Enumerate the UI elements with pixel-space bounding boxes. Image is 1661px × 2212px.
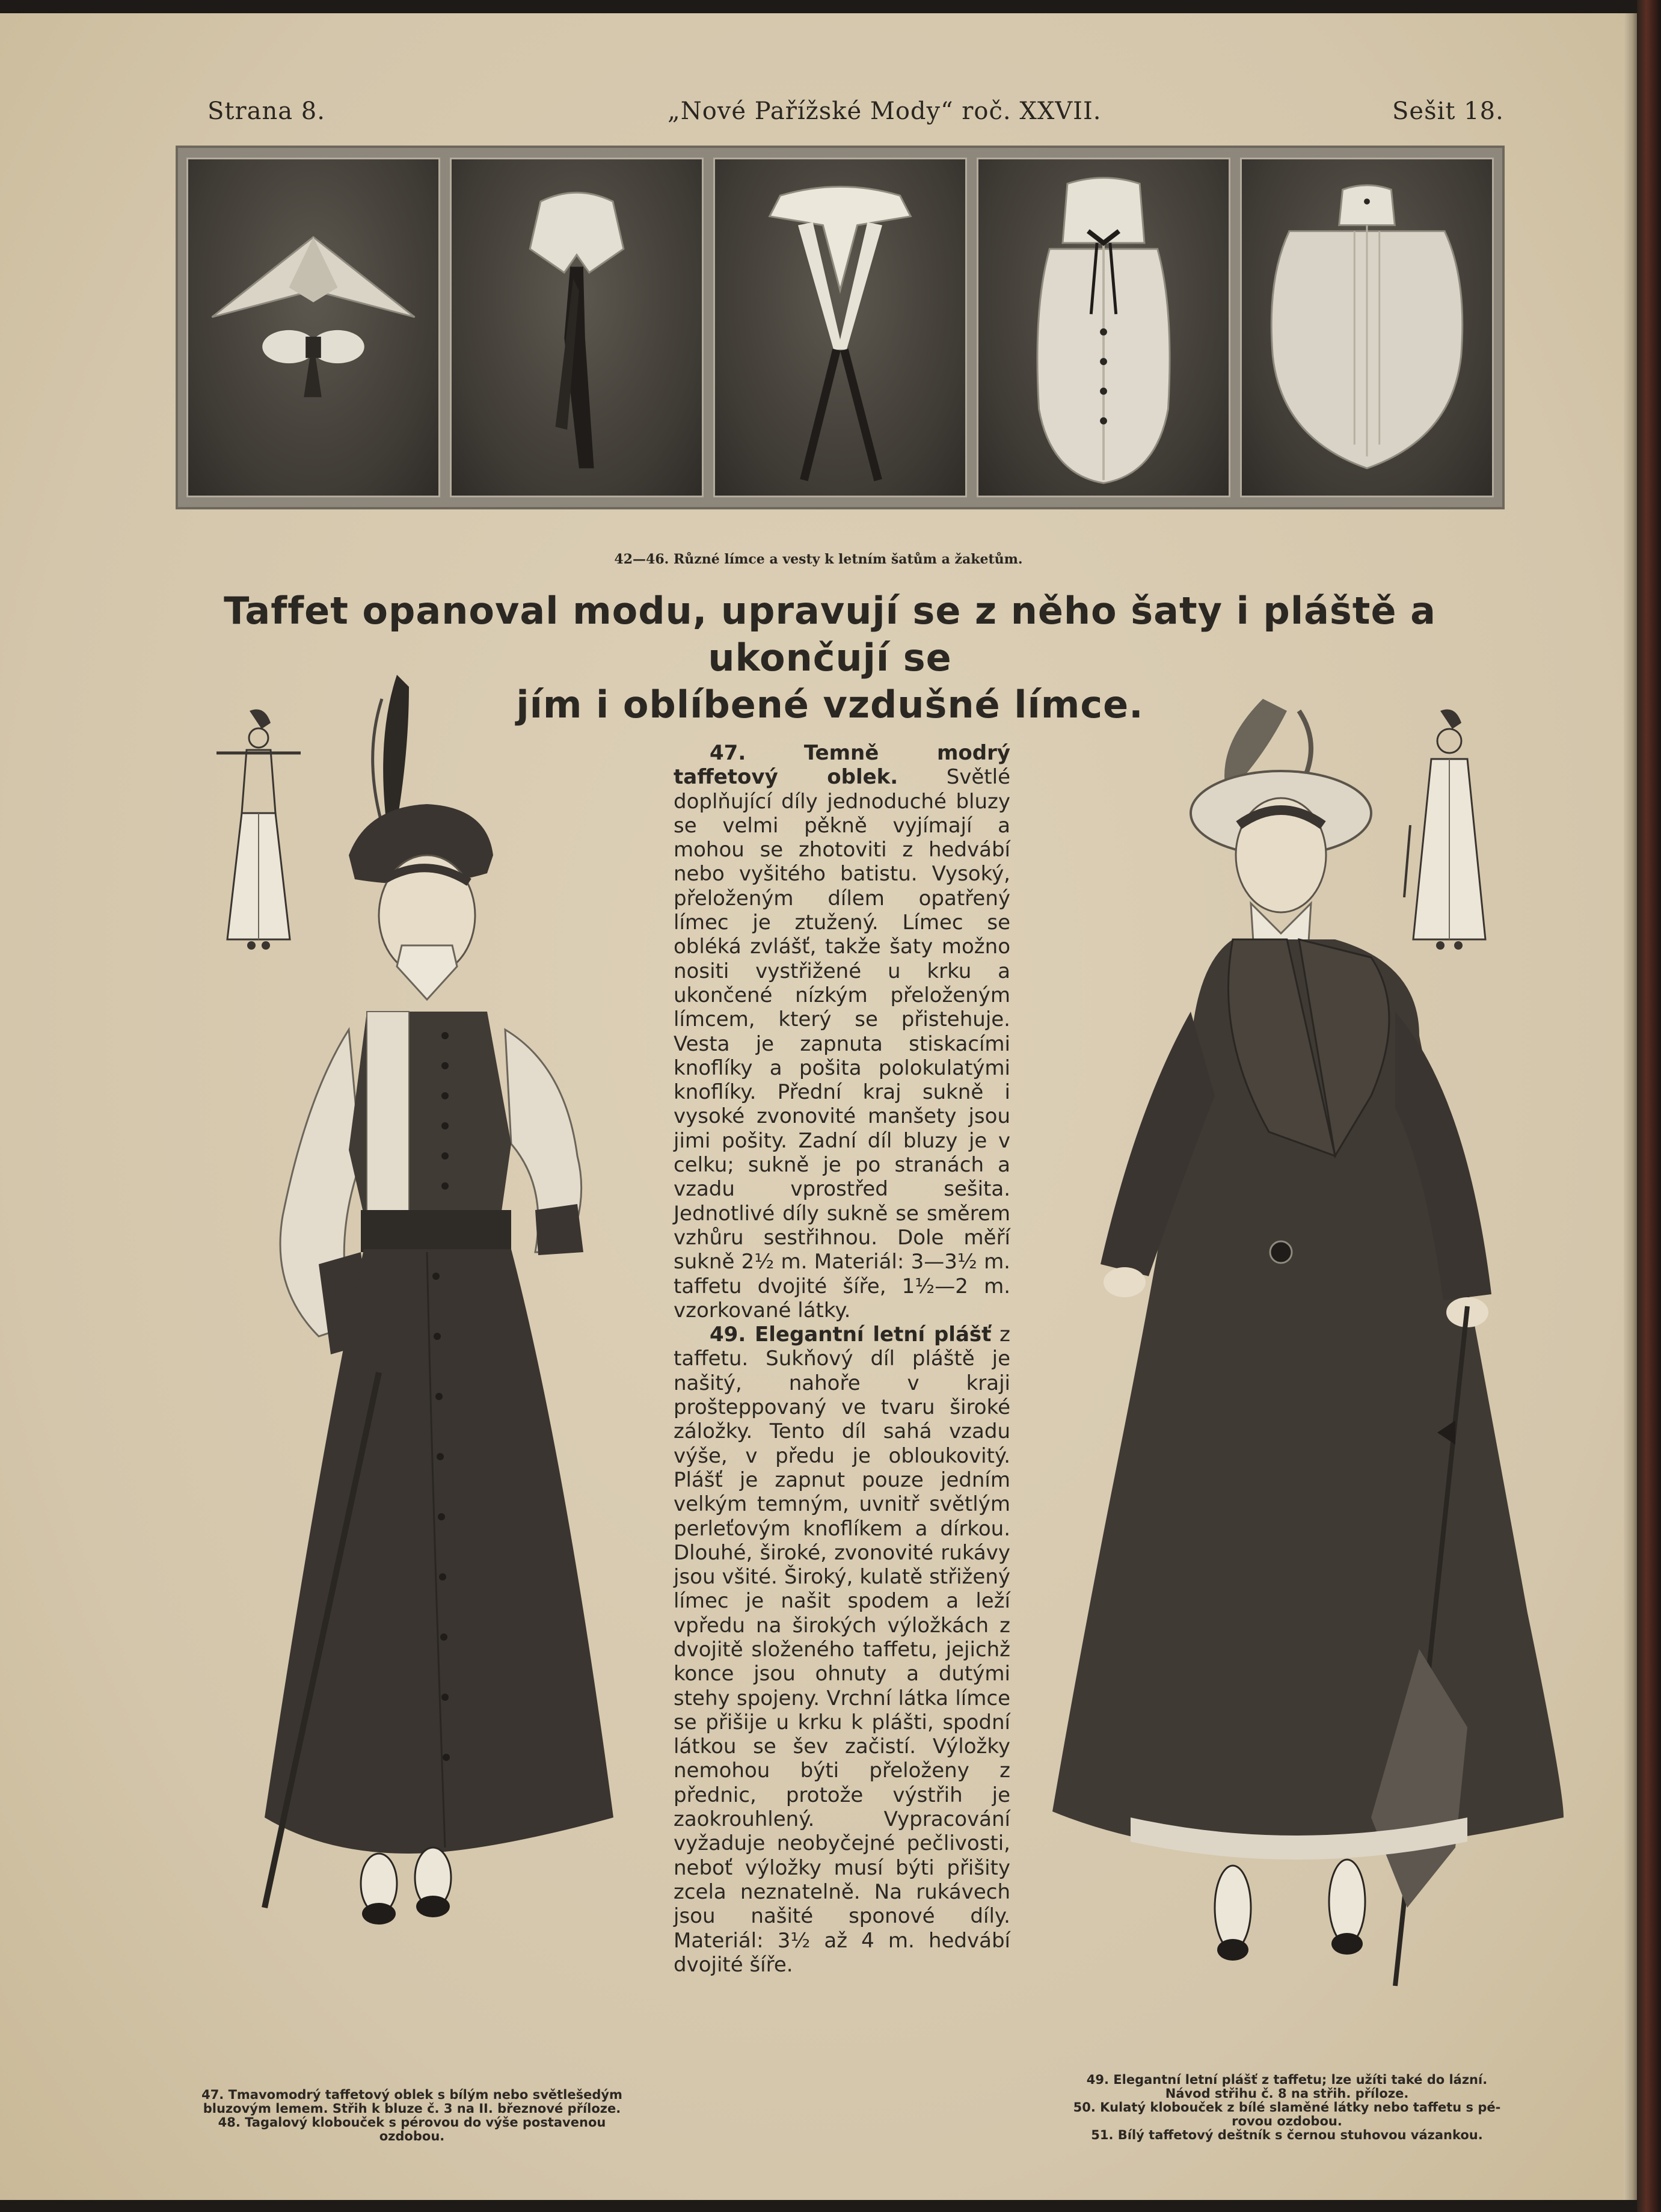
- page-number: Strana 8.: [207, 97, 325, 125]
- magazine-title: „Nové Pařížské Mody“ roč. XXVII.: [668, 97, 1102, 125]
- plain-vest-illustration: [1242, 159, 1492, 496]
- photo-collar-42: [186, 158, 440, 497]
- caption-left-line-3: 48. Tagalový klobouček s pérovou do výše postavenou: [218, 2115, 606, 2130]
- photo-vest-45: [977, 158, 1230, 497]
- caption-figures-49-51: [1052, 2073, 1521, 2142]
- caption-right-line-2: Návod střihu č. 8 na střih. příloze.: [1165, 2086, 1409, 2101]
- woman-in-taffeta-suit-illustration: [229, 675, 662, 1974]
- caption-figures-47-48: [180, 2088, 643, 2143]
- back-view-sketch-49: [1395, 705, 1503, 957]
- photo-vest-46: [1240, 158, 1494, 497]
- collar-photo-strip: [176, 146, 1505, 509]
- figure-47-dark-taffeta-suit: [229, 675, 662, 1974]
- photo-collar-43: [450, 158, 704, 497]
- back-view-coat-illustration: [1395, 705, 1503, 957]
- book-spine: [1637, 0, 1661, 2212]
- caption-right-line-1: 49. Elegantní letní plášť z taffetu; lze užíti také do lázní.: [1086, 2072, 1488, 2087]
- triangular-collar-illustration: [188, 159, 438, 496]
- caption-right-line-5: 51. Bílý taffetový deštník s černou stuhovou vázankou.: [1091, 2128, 1483, 2142]
- ruffled-vest-illustration: [978, 159, 1229, 496]
- long-lapel-collar-illustration: [715, 159, 965, 496]
- headline-line-2: jím i oblíbené vzdušné límce.: [516, 683, 1144, 727]
- collar-photos-caption: 42—46. Různé límce a vesty k letním šatům a žaketům.: [614, 551, 1023, 567]
- paragraph-49-title: 49. Elegantní letní plášť: [710, 1323, 992, 1347]
- caption-right-line-3: 50. Kulatý klobouček z bílé slaměné látky nebo taffetu s pé-: [1073, 2100, 1501, 2115]
- caption-left-line-4: ozdobou.: [379, 2129, 445, 2143]
- page-edge-shadow: [1624, 13, 1638, 2200]
- article-body: [674, 741, 1010, 1977]
- paragraph-47: [674, 741, 1010, 1323]
- issue-number: Sešit 18.: [1392, 97, 1504, 125]
- headline-line-1: Taffet opanoval modu, upravují se z něho šaty i pláště a ukončují se: [224, 589, 1436, 680]
- caption-right-line-4: rovou ozdobou.: [1232, 2114, 1342, 2128]
- paragraph-49: [674, 1323, 1010, 1977]
- paragraph-47-text: Světlé doplňující díly jednoduché bluzy se velmi pěkně vyjímají a mohou se zhotoviti z hedvábí nebo vyšitého batistu. Vysoký, přeloženým dílem opatřený límec je ztužený. Límec se obléká zvlášť, takže šaty možno nositi vystřižené u krku a ukončené nízkým přeloženým límcem, který se přistehuje. Vesta je zapnuta stiskacími knoflíky a pošita polokulatými knoflíky. Přední kraj sukně i vysoké zvonovité manšety jsou jimi pošity. Zadní díl bluzy je v celku; sukně je po stranách a vzadu vprostřed sešita. Jednotlivé díly sukně se směrem vzhůru sestřihnou. Dole měří sukně 2½ m. Materiál: 3—3½ m. taffetu dvojité šíře, 1½—2 m. vzorkované látky.: [674, 765, 1011, 1323]
- caption-left-line-2: bluzovým lemem. Střih k bluze č. 3 na II. březnové příloze.: [203, 2101, 621, 2116]
- pointed-collar-illustration: [452, 159, 702, 496]
- caption-left-line-1: 47. Tmavomodrý taffetový oblek s bílým nebo světlešedým: [201, 2088, 622, 2102]
- photo-collar-44: [713, 158, 967, 497]
- magazine-page: [0, 13, 1637, 2200]
- paragraph-47-title: 47. Temně modrý taffetový oblek.: [674, 741, 1010, 790]
- paragraph-49-text: z taffetu. Sukňový díl pláště je našitý, nahoře v kraji prošteppovaný ve tvaru široké záložky. Tento díl sahá vzadu výše, v předu je obloukovitý. Plášť je zapnut pouze jedním velkým temným, uvnitř světlým perleťovým knoflíkem a dírkou. Dlouhé, široké, zvonovité rukávy jsou všité. Široký, kulatě střižený límec je našit spodem a leží vpředu na širokých výložkách z dvojitě složeného taffetu, jejichž konce jsou ohnuty a dutými stehy spojeny. Vrchní látka límce se přišije u krku k plášti, spodní látkou se šev začistí. Výložky nemohou býti přeloženy z přednic, protože výstřih je zaokrouhlený. Vypracování vyžaduje neobyčejné pečlivosti, neboť výložky musí býti přišity zcela neznatelně. Na rukávech jsou našité sponové díly. Materiál: 3½ až 4 m. hedvábí dvojité šíře.: [674, 1323, 1010, 1977]
